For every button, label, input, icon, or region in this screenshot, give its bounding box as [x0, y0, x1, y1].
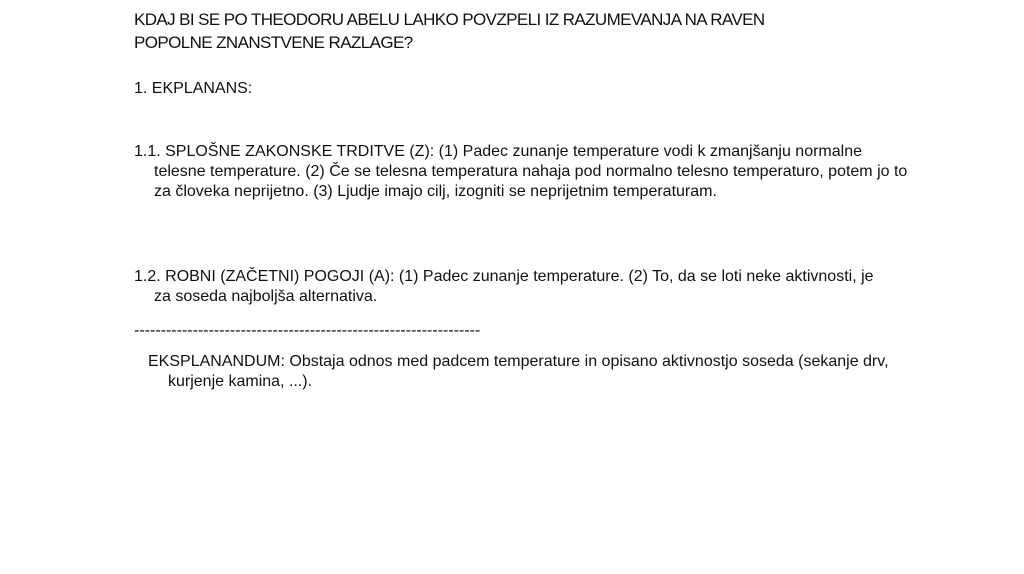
- boundary-conditions-paragraph: 1.2. ROBNI (ZAČETNI) POGOJI (A): (1) Padec zunanje temperature. (2) To, da se loti neke aktivnosti, je za soseda najboljša alternativa.: [134, 268, 874, 305]
- explanans-heading: 1. EKPLANANS:: [134, 80, 253, 97]
- explanandum-paragraph: EKSPLANANDUM: Obstaja odnos med padcem temperature in opisano aktivnostjo soseda (sekanje drv, kurjenje kamina, ...).: [148, 353, 889, 390]
- slide-title: [134, 8, 894, 54]
- general-laws-paragraph: 1.1. SPLOŠNE ZAKONSKE TRDITVE (Z): (1) Padec zunanje temperature vodi k zmanjšanju normalne telesne temperature. (2) Če se telesna temperatura nahaja pod normalno telesno temperaturo, potem jo to za človeka neprijetno. (3) Ljudje imajo cilj, izogniti se neprijetnim temperaturam.: [134, 143, 908, 200]
- separator-line: -----------------------------------------------------------------: [134, 322, 481, 339]
- slide-title-line-2: POPOLNE ZNANSTVENE RAZLAGE?: [134, 33, 413, 52]
- slide-title-line-1: KDAJ BI SE PO THEODORU ABELU LAHKO POVZPELI IZ RAZUMEVANJA NA RAVEN: [134, 10, 765, 29]
